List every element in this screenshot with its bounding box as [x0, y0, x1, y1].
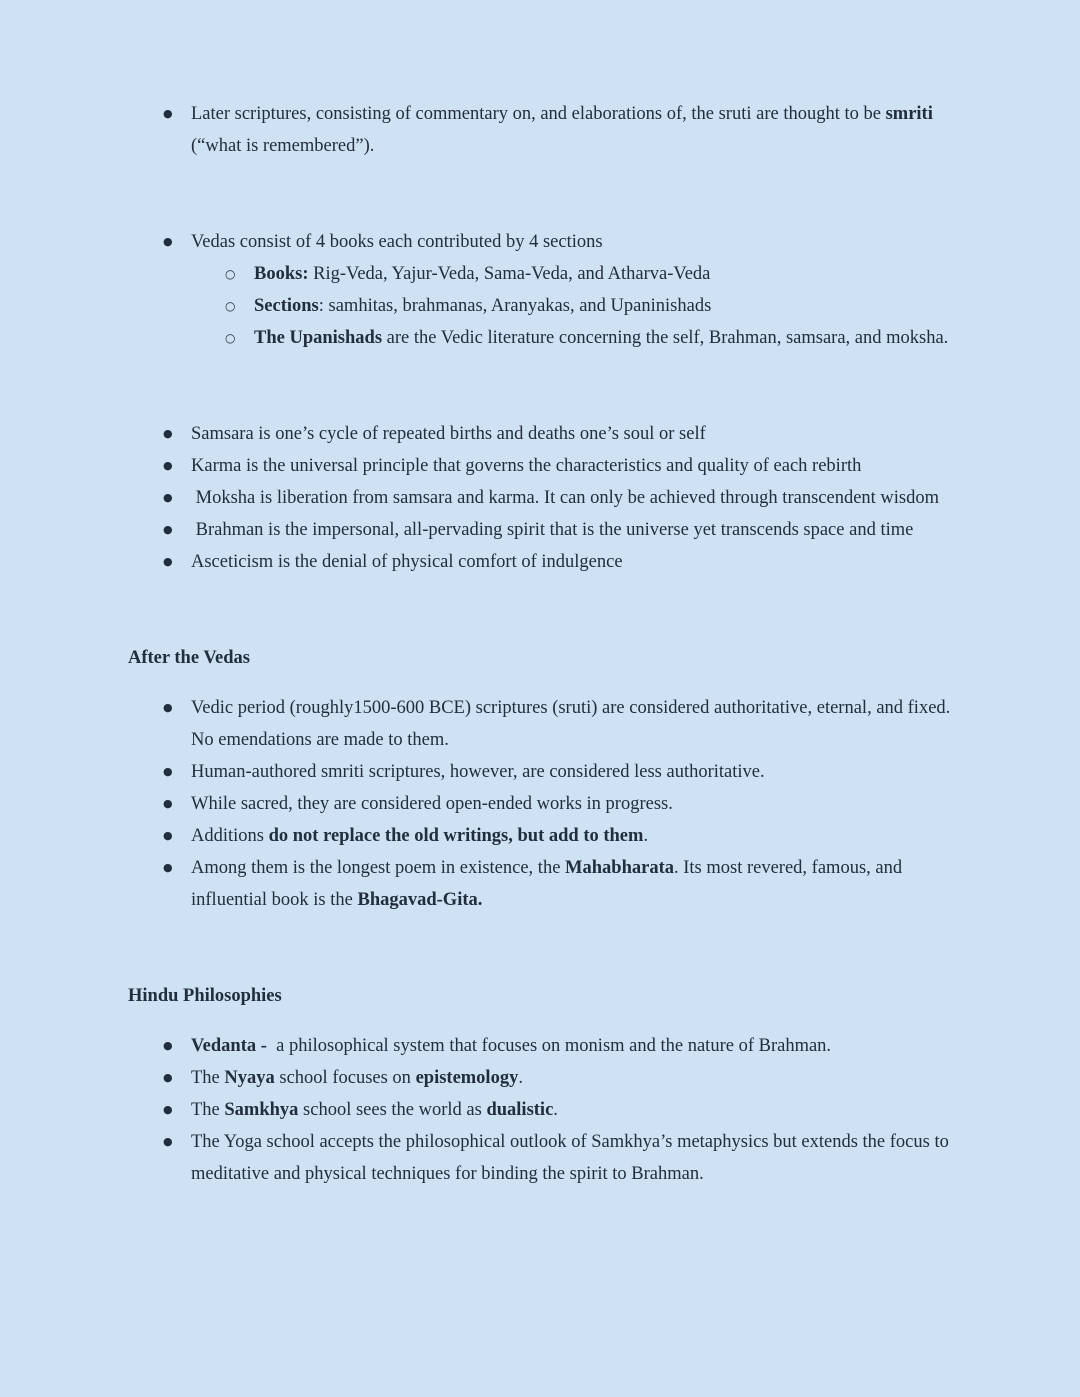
disc-bullet-icon: ●	[163, 459, 173, 472]
list-item-text	[191, 552, 623, 572]
text-run: Rig-Veda, Yajur-Veda, Sama-Veda, and Atharva-Veda	[308, 264, 711, 284]
bullet-list	[128, 692, 955, 916]
text-run: Human-authored smriti scriptures, however, are considered less authoritative.	[191, 762, 765, 782]
list-item	[163, 788, 952, 820]
section-heading	[128, 980, 952, 1012]
text-run: Among them is the longest poem in existence, the	[191, 858, 566, 878]
list-item-text	[191, 698, 955, 750]
bullet-list	[128, 226, 952, 354]
bold-text-run: dualistic	[486, 1100, 554, 1120]
circle-bullet-icon: ○	[225, 331, 236, 345]
text-run: Asceticism is the denial of physical comfort of indulgence	[191, 552, 623, 572]
disc-bullet-icon: ●	[163, 1071, 173, 1084]
disc-bullet-icon: ●	[163, 1103, 173, 1116]
blank-line	[128, 162, 952, 194]
text-run: The	[191, 1100, 225, 1120]
disc-bullet-icon: ●	[163, 523, 173, 536]
bold-text-run: The Upanishads	[254, 328, 383, 348]
disc-bullet-icon: ●	[163, 701, 173, 714]
list-item	[163, 820, 952, 852]
disc-bullet-icon: ●	[163, 491, 173, 504]
text-run: Brahman is the impersonal, all-pervading spirit that is the universe yet transcends space and time	[191, 520, 914, 540]
bold-text-run: Sections	[254, 296, 319, 316]
list-item-text	[191, 488, 939, 508]
list-item	[163, 418, 952, 450]
text-run: Additions	[191, 826, 269, 846]
circle-bullet-icon: ○	[225, 267, 236, 281]
disc-bullet-icon: ●	[163, 555, 173, 568]
blank-line	[128, 386, 952, 418]
list-item-text	[191, 762, 765, 782]
list-item	[163, 98, 952, 162]
list-item	[163, 546, 952, 578]
list-item	[163, 226, 952, 258]
text-run: Vedas consist of 4 books each contributed by 4 sections	[191, 232, 603, 252]
bold-text-run: Books:	[254, 264, 309, 284]
bold-text-run: Nyaya	[224, 1068, 275, 1088]
blank-line	[128, 610, 952, 642]
list-item	[163, 482, 952, 514]
text-run: . Its most revered, famous, and influential book is the	[191, 858, 907, 910]
text-run: .	[643, 826, 649, 846]
list-item-text	[191, 794, 673, 814]
bold-text-run: After the Vedas	[128, 648, 250, 668]
disc-bullet-icon: ●	[163, 107, 173, 120]
list-item	[225, 322, 952, 354]
bold-text-run: Mahabharata	[565, 858, 674, 878]
disc-bullet-icon: ●	[163, 765, 173, 778]
text-run: Later scriptures, consisting of commentary on, and elaborations of, the sruti are thought to be	[191, 104, 886, 124]
disc-bullet-icon: ●	[163, 427, 173, 440]
disc-bullet-icon: ●	[163, 235, 173, 248]
bullet-list	[128, 418, 952, 578]
blank-line	[128, 354, 952, 386]
list-item	[225, 258, 952, 290]
bullet-list	[128, 98, 952, 162]
text-run: : samhitas, brahmanas, Aranyakas, and Upaninishads	[318, 296, 712, 316]
list-item-text	[191, 858, 907, 910]
disc-bullet-icon: ●	[163, 1039, 173, 1052]
list-item-text	[254, 296, 711, 316]
list-item-text	[191, 1068, 523, 1088]
list-item	[163, 1030, 952, 1062]
list-item-text	[191, 1100, 558, 1120]
list-item-text	[254, 328, 948, 348]
disc-bullet-icon: ●	[163, 829, 173, 842]
list-item	[163, 852, 952, 916]
list-item-text	[191, 104, 937, 156]
list-item	[163, 1094, 952, 1126]
list-item	[163, 756, 952, 788]
bold-text-run: Hindu Philosophies	[128, 986, 282, 1006]
text-run: are the Vedic literature concerning the self, Brahman, samsara, and moksha.	[382, 328, 949, 348]
list-item	[163, 450, 952, 482]
bold-text-run: smriti	[885, 104, 933, 124]
circle-bullet-icon: ○	[225, 299, 236, 313]
list-item-text	[191, 1132, 953, 1184]
blank-line	[128, 578, 952, 610]
text-run: Vedic period (roughly1500-600 BCE) scriptures (sruti) are considered authoritative, eternal, and fixed. No emendations are made to them.	[191, 698, 955, 750]
bullet-list	[128, 1030, 952, 1190]
disc-bullet-icon: ●	[163, 861, 173, 874]
section-heading	[128, 642, 952, 674]
list-item-text	[191, 456, 861, 476]
bold-text-run: epistemology	[415, 1068, 519, 1088]
list-item	[163, 1126, 952, 1190]
blank-line	[128, 194, 952, 226]
list-item-text	[191, 1036, 831, 1056]
text-run: school sees the world as	[298, 1100, 487, 1120]
list-item-text	[191, 520, 913, 540]
text-run: school focuses on	[274, 1068, 416, 1088]
blank-line	[128, 948, 952, 980]
text-run: Samsara is one’s cycle of repeated births and deaths one’s soul or self	[191, 424, 706, 444]
list-item	[225, 290, 952, 322]
text-run: .	[553, 1100, 558, 1120]
text-run: (“what is remembered”).	[191, 104, 938, 156]
list-item-text	[191, 424, 706, 444]
disc-bullet-icon: ●	[163, 1135, 173, 1148]
blank-line	[128, 916, 952, 948]
text-run: While sacred, they are considered open-ended works in progress.	[191, 794, 673, 814]
list-item-text	[254, 264, 710, 284]
list-item	[163, 692, 955, 756]
text-run: The Yoga school accepts the philosophical outlook of Samkhya’s metaphysics but extends the focus to meditative and physical techniques for binding the spirit to Brahman.	[191, 1132, 954, 1184]
bold-text-run: Bhagavad-Gita.	[357, 890, 483, 910]
bold-text-run: Vedanta -	[191, 1036, 267, 1056]
list-item	[163, 1062, 952, 1094]
text-run: The	[191, 1068, 225, 1088]
disc-bullet-icon: ●	[163, 797, 173, 810]
text-run: .	[518, 1068, 523, 1088]
bold-text-run: do not replace the old writings, but add to them	[268, 826, 644, 846]
list-item-text	[191, 232, 603, 252]
text-run: a philosophical system that focuses on monism and the nature of Brahman.	[266, 1036, 832, 1056]
list-item-text	[191, 826, 648, 846]
bold-text-run: Samkhya	[224, 1100, 299, 1120]
list-item	[163, 514, 952, 546]
text-run: Moksha is liberation from samsara and karma. It can only be achieved through transcendent wisdom	[191, 488, 940, 508]
text-run: Karma is the universal principle that governs the characteristics and quality of each rebirth	[191, 456, 862, 476]
